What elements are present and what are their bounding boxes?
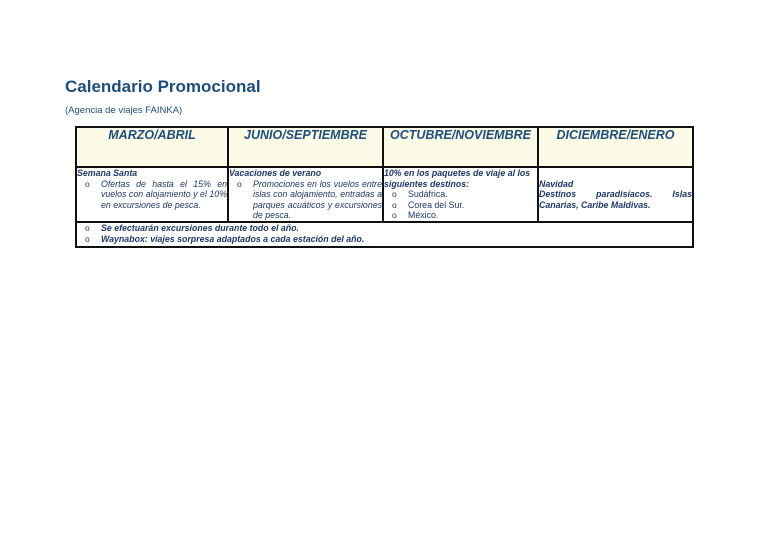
lead-navidad: Navidad [539,178,574,189]
content-row [76,167,693,222]
page-subtitle: (Agencia de viajes FAINKA) [65,105,183,116]
page-title: Calendario Promocional [65,77,261,96]
header-row [76,127,693,167]
cell-diciembre-enero [538,167,693,222]
destinations-list [384,189,537,221]
lead-vacaciones-verano: Vacaciones de verano [229,168,322,178]
header-diciembre-enero: DICIEMBRE/ENERO [538,127,693,167]
header-marzo-abril: MARZO/ABRIL [76,127,228,167]
cell-junio-septiembre [228,167,383,222]
list-item: o Promociones en los vuelos entre islas con alojamiento, entradas a parques acuáticos y excursiones de pesca. [253,179,382,221]
list-item: o Ofertas de hasta el 15% en vuelos con alojamiento y el 10% en excursiones de pesca. [101,179,227,211]
lead-paquetes: 10% en los paquetes de viaje al los siguientes destinos: [384,168,531,189]
footer-row [76,222,693,247]
lead-semana-santa: Semana Santa [77,168,138,178]
bullet-list [77,179,227,211]
footer-list [77,223,692,246]
list-item: o México. [408,210,537,221]
bullet-list [229,179,382,221]
header-junio-septiembre: JUNIO/SEPTIEMBRE [228,127,383,167]
list-item: o Waynabox: viajes sorpresa adaptados a cada estación del año. [101,234,692,246]
footer-cell [76,222,693,247]
promo-calendar-table [75,126,694,248]
list-item: o Se efectuarán excursiones durante todo el año. [101,223,692,235]
list-item: o Corea del Sur. [408,200,537,211]
list-item: o Sudáfrica. [408,189,537,200]
navidad-text: Destinos paradisíacos. Islas Canarias, Caribe Maldivas. [539,189,692,210]
cell-octubre-noviembre [383,167,538,222]
cell-marzo-abril [76,167,228,222]
header-octubre-noviembre: OCTUBRE/NOVIEMBRE [383,127,538,167]
